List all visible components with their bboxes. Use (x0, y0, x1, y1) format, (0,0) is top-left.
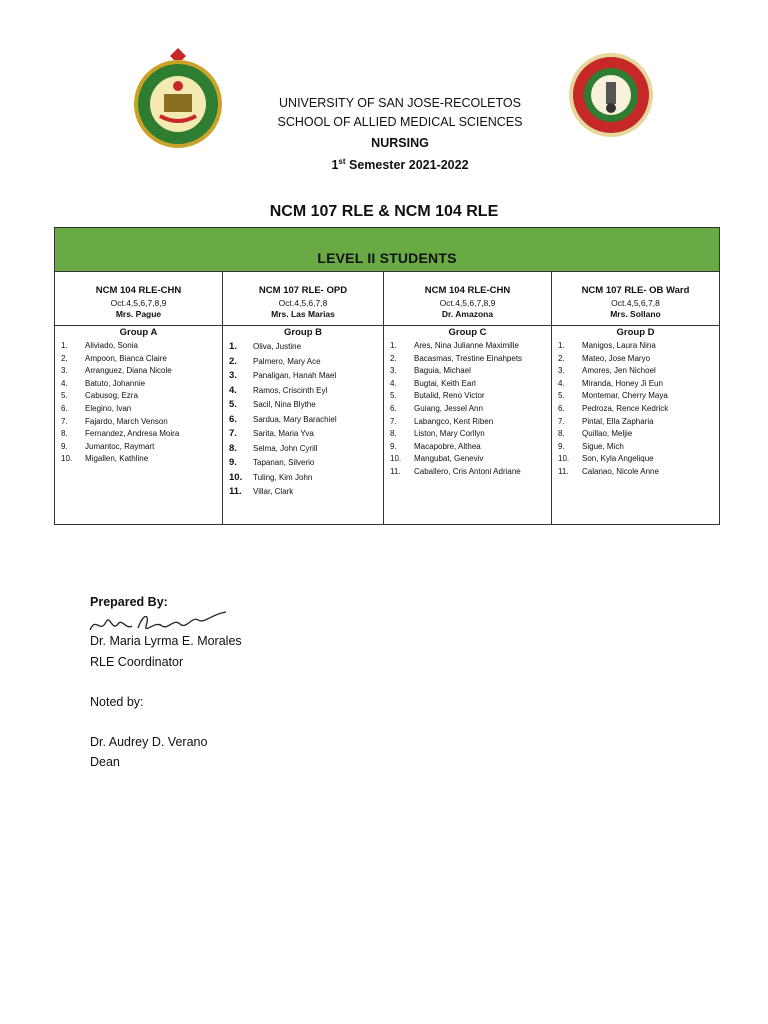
list-item (552, 428, 719, 441)
item-number: 6. (558, 403, 565, 413)
list-item (384, 403, 551, 416)
course-label: NCM 107 RLE- OPD (258, 285, 348, 296)
column-group-c (384, 272, 552, 525)
student-name: Villar, Clark (253, 487, 294, 496)
column-group-b (223, 272, 384, 525)
item-number: 1. (390, 341, 397, 350)
list-item (55, 416, 222, 429)
list-item (552, 365, 719, 378)
noted-by-role: Dean (90, 755, 120, 769)
column-group-a (55, 272, 223, 525)
student-name: Miranda, Honey Ji Eun (582, 378, 663, 388)
item-number: 6. (229, 413, 237, 425)
item-number: 3. (61, 366, 68, 376)
list-item (552, 390, 719, 403)
group-label: Group C (448, 327, 487, 338)
noted-by-label: Noted by: (90, 695, 144, 709)
student-list (55, 340, 222, 466)
students-table (54, 227, 720, 525)
student-list (384, 340, 551, 479)
item-number: 3. (558, 366, 565, 376)
student-name: Batuto, Johannie (85, 378, 146, 388)
university-name: UNIVERSITY OF SAN JOSE-RECOLETOS (279, 96, 521, 110)
student-name: Quillao, Meljie (582, 429, 633, 439)
student-name: Pintal, Ella Zapharia (582, 416, 654, 426)
list-item (223, 398, 383, 413)
item-number: 4. (558, 378, 565, 388)
course-label: NCM 104 RLE-CHN (424, 285, 511, 296)
list-item (552, 378, 719, 391)
group-label: Group A (119, 327, 158, 338)
item-number: 10. (390, 454, 402, 464)
item-number: 10. (61, 454, 73, 464)
list-item (223, 355, 383, 370)
list-item (223, 485, 383, 500)
column-header (384, 272, 551, 326)
list-item (223, 471, 383, 486)
list-item (55, 340, 222, 353)
item-number: 2. (229, 355, 237, 367)
item-number: 8. (61, 429, 68, 439)
instructor-label: Mrs. Las Marias (271, 309, 335, 319)
list-item (552, 441, 719, 454)
list-item (384, 416, 551, 429)
list-item (55, 378, 222, 391)
group-label: Group D (616, 327, 655, 338)
student-name: Fernandez, Andresa Moira (85, 429, 180, 439)
list-item (552, 453, 719, 466)
item-number: 1. (558, 341, 565, 350)
list-item (384, 428, 551, 441)
column-group-d (552, 272, 719, 525)
student-name: Elegino, Ivan (85, 403, 132, 413)
item-number: 9. (390, 441, 397, 451)
prepared-by-name: Dr. Maria Lyrma E. Morales (90, 634, 242, 648)
student-name: Migallen, Kathline (85, 454, 149, 464)
list-item (552, 353, 719, 366)
list-item (552, 403, 719, 416)
item-number: 2. (390, 353, 397, 363)
student-name: Mateo, Jose Maryo (582, 353, 651, 363)
item-number: 7. (390, 416, 397, 426)
student-list (223, 340, 383, 500)
student-name: Amores, Jen Nichoel (582, 366, 656, 376)
item-number: 9. (61, 441, 68, 451)
item-number: 10. (229, 471, 243, 483)
list-item (384, 466, 551, 479)
instructor-label: Dr. Amazona (441, 309, 494, 319)
list-item (384, 378, 551, 391)
list-item (55, 428, 222, 441)
student-name: Son, Kyla Angelique (582, 454, 654, 464)
student-name: Jumantoc, Raymart (85, 441, 155, 451)
item-number: 7. (558, 416, 565, 426)
group-label: Group B (284, 327, 322, 338)
dates-label: Oct.4,5,6,7,8,9 (110, 298, 167, 308)
list-item (55, 441, 222, 454)
prepared-by-label: Prepared By: (90, 595, 168, 609)
list-item (384, 453, 551, 466)
student-name: Tapanan, Silverio (253, 458, 315, 467)
item-number: 6. (390, 403, 397, 413)
student-name: Pedroza, Rence Kedrick (582, 403, 669, 413)
list-item (223, 340, 383, 355)
item-number: 6. (61, 403, 68, 413)
item-number: 8. (229, 442, 237, 454)
list-item (552, 466, 719, 479)
student-name: Ramos, Criscinth Eyl (253, 385, 328, 395)
student-name: Fajardo, March Venson (85, 416, 168, 426)
course-label: NCM 104 RLE-CHN (95, 285, 182, 296)
student-name: Palmero, Mary Ace (253, 356, 321, 366)
item-number: 7. (229, 428, 237, 439)
item-number: 1. (61, 341, 68, 350)
handwritten-signature-icon (86, 604, 236, 638)
student-name: Montemar, Cherry Maya (582, 391, 668, 401)
item-number: 3. (390, 366, 397, 376)
list-item (384, 390, 551, 403)
list-item (552, 416, 719, 429)
student-name: Ares, Nina Julianne Maximille (414, 341, 519, 350)
item-number: 10. (558, 454, 570, 464)
list-item (223, 413, 383, 428)
list-item (223, 442, 383, 457)
noted-by-name: Dr. Audrey D. Verano (90, 735, 208, 749)
item-number: 4. (390, 378, 397, 388)
student-name: Sarita, Maria Yva (253, 429, 314, 438)
student-name: Cabusog, Ezra (85, 391, 138, 401)
item-number: 9. (558, 441, 565, 451)
item-number: 8. (558, 429, 565, 439)
column-header (552, 272, 719, 326)
student-name: Baguia, Michael (414, 366, 471, 376)
item-number: 4. (229, 384, 237, 396)
prepared-by-role: RLE Coordinator (90, 655, 184, 669)
item-number: 11. (390, 466, 401, 476)
list-item (55, 353, 222, 366)
student-name: Calanao, Nicole Anne (582, 466, 659, 476)
student-name: Tuling, Kim John (253, 472, 313, 482)
item-number: 4. (61, 378, 68, 388)
student-name: Sigue, Mich (582, 441, 624, 451)
page-title: NCM 107 RLE & NCM 104 RLE (269, 203, 499, 220)
dates-label: Oct.4,5,6,7,8 (611, 298, 660, 308)
list-item (223, 369, 383, 384)
student-name: Panaligan, Hanah Mael (253, 371, 337, 380)
list-item (223, 384, 383, 399)
item-number: 7. (61, 416, 68, 426)
column-header (223, 272, 383, 326)
student-name: Selma, John Cyrill (253, 443, 318, 453)
item-number: 11. (229, 486, 242, 497)
instructor-label: Mrs. Sollano (610, 309, 661, 319)
student-name: Oliva, Justine (253, 342, 302, 351)
item-number: 5. (229, 399, 237, 410)
student-list (552, 340, 719, 479)
list-item (552, 340, 719, 353)
student-name: Aliviado, Sonia (85, 341, 138, 350)
item-number: 3. (229, 370, 237, 381)
list-item (384, 365, 551, 378)
item-number: 8. (390, 429, 397, 439)
program-name: NURSING (371, 136, 429, 150)
student-name: Bugtai, Keith Earl (414, 378, 476, 388)
student-name: Arranguez, Diana Nicole (85, 366, 172, 376)
list-item (55, 365, 222, 378)
list-item (55, 453, 222, 466)
student-name: Macapobre, Althea (414, 441, 481, 451)
dates-label: Oct.4,5,6,7,8 (278, 298, 328, 308)
item-number: 1. (229, 341, 237, 352)
student-name: Guiang, Jessel Ann (414, 403, 483, 413)
list-item (384, 340, 551, 353)
list-item (55, 390, 222, 403)
list-item (384, 353, 551, 366)
level-banner: LEVEL II STUDENTS (55, 228, 719, 272)
item-number: 5. (390, 391, 397, 401)
student-name: Butalid, Reno Victor (414, 391, 485, 401)
item-number: 9. (229, 457, 237, 468)
student-name: Bacasmas, Trestine Einahpets (414, 353, 523, 363)
item-number: 5. (558, 391, 565, 401)
semester: 1st Semester 2021-2022 (331, 157, 469, 173)
document-header (200, 0, 600, 180)
list-item (223, 456, 383, 471)
list-item (223, 427, 383, 442)
list-item (384, 441, 551, 454)
student-name: Caballero, Cris Antoni Adriane (414, 466, 521, 476)
student-name: Ampoon, Bianca Claire (85, 353, 167, 363)
item-number: 11. (558, 466, 569, 476)
item-number: 5. (61, 391, 68, 401)
item-number: 2. (558, 353, 565, 363)
student-name: Mangubat, Geneviv (414, 454, 484, 464)
dates-label: Oct.4,5,6,7,8,9 (439, 298, 496, 308)
item-number: 2. (61, 353, 68, 363)
course-label: NCM 107 RLE- OB Ward (581, 285, 690, 296)
student-name: Liston, Mary Corllyn (414, 429, 485, 439)
student-name: Sardua, Mary Barachiel (253, 414, 337, 424)
student-name: Sacil, Nina Blythe (253, 400, 316, 409)
column-header (55, 272, 222, 326)
student-name: Manigos, Laura Nina (582, 341, 656, 350)
school-name: SCHOOL OF ALLIED MEDICAL SCIENCES (277, 115, 523, 129)
list-item (55, 403, 222, 416)
student-name: Labangco, Kent Riben (414, 416, 494, 426)
instructor-label: Mrs. Pague (115, 309, 162, 319)
